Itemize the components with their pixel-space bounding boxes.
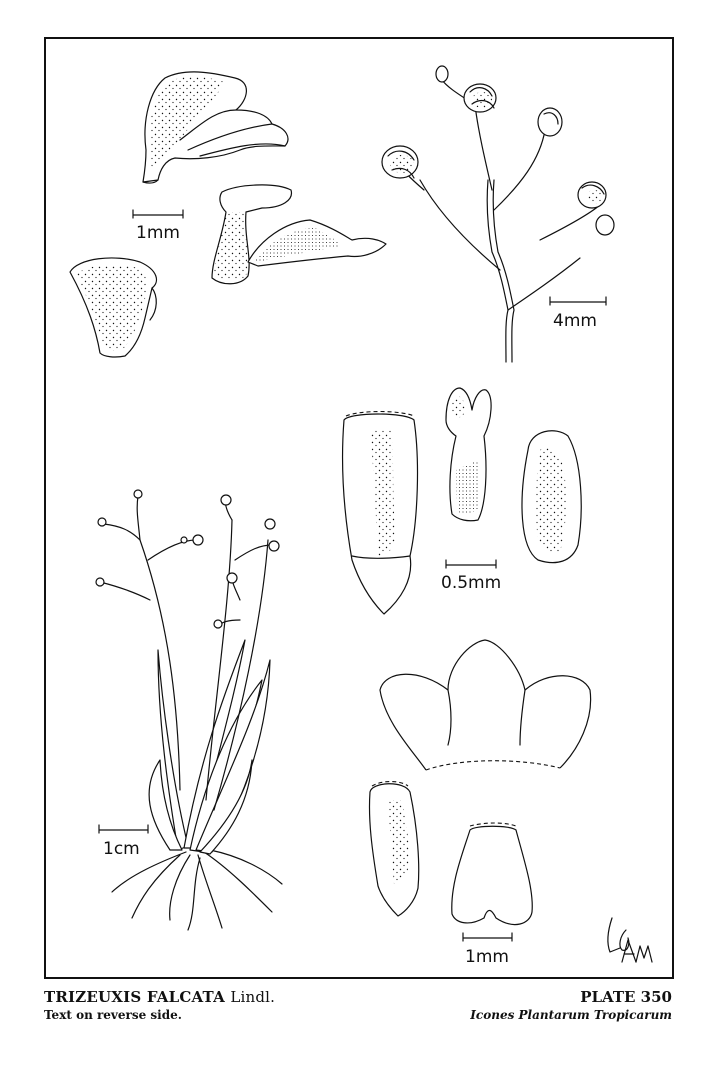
series-title: Icones Plantarum Tropicarum (470, 1008, 672, 1022)
column-and-lip-illustration (212, 185, 386, 284)
petal-shape-illustration (452, 823, 532, 925)
dorsal-sepal-illustration (343, 412, 418, 615)
plant-habit-illustration (96, 490, 282, 930)
lip-spread-illustration (380, 640, 591, 770)
scale-bar-parts (441, 560, 501, 593)
scale-label-parts: 0.5mm (441, 573, 502, 593)
scale-label-inflorescence: 4mm (553, 311, 597, 331)
scale-label-habit: 1cm (103, 839, 140, 859)
scale-bar-flower-detail (133, 210, 183, 243)
scale-bar-inflorescence (550, 297, 606, 331)
small-sepal-illustration (369, 782, 418, 917)
petal-illustration (446, 388, 491, 521)
flower-side-view-illustration (143, 72, 288, 183)
lip-front-view-illustration (70, 258, 156, 357)
species-author: Lindl. (230, 988, 276, 1006)
species-title (44, 990, 275, 1005)
scale-bar-habit (99, 825, 148, 859)
species-name: TRIZEUXIS FALCATA (44, 988, 225, 1006)
artist-monogram (608, 918, 652, 962)
plate-number: PLATE 350 (580, 988, 672, 1006)
scale-label-dissection: 1mm (465, 947, 509, 967)
scale-bar-dissection (463, 933, 512, 967)
scale-label-flower-detail: 1mm (136, 223, 180, 243)
lateral-sepal-illustration (522, 431, 581, 563)
reverse-note: Text on reverse side. (44, 1008, 182, 1022)
